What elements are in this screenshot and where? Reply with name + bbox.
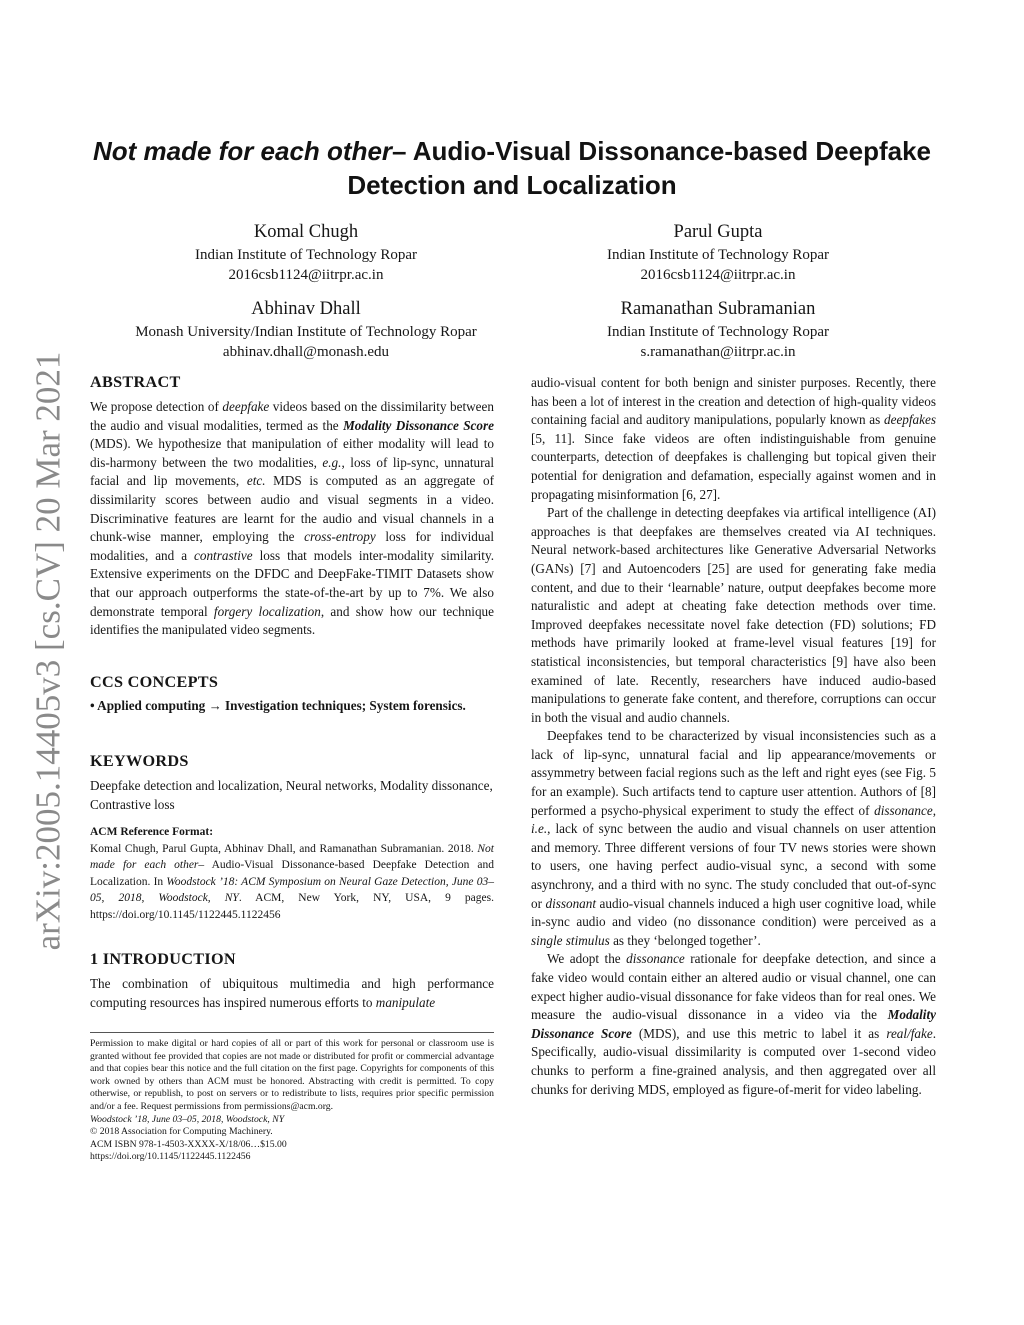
author-name: Ramanathan Subramanian <box>620 299 816 319</box>
acm-reference-heading: ACM Reference Format: <box>90 826 214 838</box>
author-block <box>570 220 866 285</box>
text-run: videos based on the dissimilarity between the audio and visual modalities, termed as the <box>90 399 494 433</box>
abstract-paragraph <box>90 398 494 640</box>
text-run-italic: contrastive <box>194 547 253 563</box>
text-run: , lack of sync between the audio and visual channels on user attention and memory. Three different versions of four TV news stories were shown to users, one having perfect audio-visual sync, a second with some asynchrony, and a third with no sync. The study concluded that out-of-sync or <box>531 821 936 911</box>
text-run-italic: dissonance <box>874 802 933 818</box>
intro-paragraph: Part of the challenge in detecting deepfakes via artifical intelligence (AI) approaches is that deepfakes are themselves created via AI techniques. Neural network-based architectures like Generative Adversarial Networks (GANs) [7] and Autoencoders [25] are used for generating fake media content, and due to their ‘learnable’ nature, output deepfakes become more naturalistic and adept at cheating fake detection methods over time. Improved deepfakes necessitate novel fake detection (FD) solutions; FD methods have primarily looked at frame-level visual features [19] for statistical inconsistencies, but temporal characteristics [9] have also been examined of late. Recently, researchers have induced audio-based manipulations to generate fake content, and therefore, corruptions can occur in both the visual and audio channels. <box>531 505 936 725</box>
author-email[interactable]: abhinav.dhall@monash.edu <box>222 344 390 360</box>
footnote-venue: Woodstock ’18, June 03–05, 2018, Woodstock, NY <box>90 1113 285 1125</box>
author-affiliation: Indian Institute of Technology Ropar <box>607 324 829 340</box>
author-name: Parul Gupta <box>673 222 763 242</box>
text-run-italic: single stimulus <box>531 932 610 948</box>
keywords-text: Deepfake detection and localization, Neural networks, Modality dissonance, Contrastive loss <box>90 778 493 812</box>
text-run-italic: deepfake <box>222 399 270 414</box>
text-run: , loss of lip-sync, unnatural facial and lip movements, <box>90 454 494 489</box>
permission-text: Permission to make digital or hard copies of all or part of this work for personal or classroom use is granted without fee provided that copies are not made or distributed for profit or commercial advantage and that copies bear this notice and the full citation on the first page. Copyrights for components of this work owned by others than ACM must be honored. Abstracting with credit is permitted. To copy otherwise, or republish, to post on servers or to redistribute to lists, requires prior specific permission and/or a fee. Request permissions from permissions@acm.org. <box>90 1038 494 1112</box>
keywords-body <box>90 777 494 814</box>
title-italic: Not made for each other <box>92 136 393 166</box>
text-run: The combination of ubiquitous multimedia and high performance computing resources has inspired numerous efforts to <box>90 976 494 1010</box>
intro-heading: 1 INTRODUCTION <box>90 950 236 968</box>
text-run: , and show how our technique identifies the manipulated video segments. <box>90 603 495 638</box>
abstract-body <box>90 398 494 640</box>
ccs-heading: CCS CONCEPTS <box>90 673 219 691</box>
acm-reference-text <box>90 841 494 924</box>
author-affiliation: Monash University/Indian Institute of Technology Ropar <box>135 324 477 340</box>
permission-footnote <box>90 1032 494 1164</box>
intro-body <box>90 975 494 1012</box>
text-run: Deepfakes tend to be characterized by visual inconsistencies such as a lack of lip-sync, unnatural facial and lip appearance/movements or assymmetry between facial regions such as the left and right eyes (see Fig. 5 for an example). Such artifacts tend to capture user attention. Authors of [8] performed a psycho-physical experiment to study the effect of <box>531 728 936 818</box>
text-run-italic: e.g. <box>322 454 342 470</box>
text-run: We propose detection of <box>90 399 223 414</box>
ccs-text: • Applied computing → Investigation techniques; System forensics. <box>90 698 466 713</box>
intro-paragraph <box>531 374 936 504</box>
author-email[interactable]: s.ramanathan@iitrpr.ac.in <box>640 344 796 360</box>
text-run: . Specifically, audio-visual dissimilarity is computed over 1-second video chunks to perform a fine-grained analysis, and then aggregated over all chunks for deriving MDS, employed as figure-of-merit for video labeling. <box>531 1025 936 1097</box>
text-run: loss that models inter-modality similarity. Extensive experiments on the DFDC and DeepFake-TIMIT Datasets show that our approach outperforms the state-of-the-art by up to 7%. We also demonstrate temporal <box>90 547 494 619</box>
author-block <box>100 297 512 362</box>
text-run-italic: deepfakes <box>884 412 936 428</box>
author-name: Komal Chugh <box>253 222 359 242</box>
author-email[interactable]: 2016csb1124@iitrpr.ac.in <box>228 267 384 283</box>
intro-paragraph <box>531 950 936 1099</box>
author-block <box>160 220 452 285</box>
text-run-italic: forgery localization <box>213 603 321 619</box>
text-run: We adopt the <box>547 951 627 967</box>
text-run: audio-visual content for both benign and sinister purposes. Recently, there has been a lot of interest in the creation and detection of high-quality videos containing facial and auditory manipulations, popularly known as <box>531 375 936 428</box>
text-run: – Audio-Visual Dissonance-based Deepfake Detection and Localization. In <box>90 859 494 888</box>
intro-paragraph <box>90 975 494 1012</box>
author-email[interactable]: 2016csb1124@iitrpr.ac.in <box>640 267 796 283</box>
footnote-copyright: © 2018 Association for Computing Machinery. <box>90 1126 273 1138</box>
footnote-isbn: ACM ISBN 978-1-4503-XXXX-X/18/06…$15.00 <box>90 1138 287 1150</box>
ccs-body <box>90 697 494 716</box>
keywords-heading: KEYWORDS <box>90 752 189 770</box>
title-rest: – Audio-Visual Dissonance-based Deepfake Detection and Localization <box>347 136 932 200</box>
text-run: as they ‘belonged together’. <box>609 932 761 948</box>
paper-title <box>90 134 934 202</box>
text-run: audio-visual channels induced a high user cognitive load, while in-sync audio and video (no dissonance condition) were perceived as a <box>531 895 936 930</box>
text-run-italic: Woodstock ’18: ACM Symposium on Neural Gaze Detection, June 03–05, 2018, Woodstock, NY <box>90 875 494 905</box>
author-affiliation: Indian Institute of Technology Ropar <box>195 247 417 263</box>
author-name: Abhinav Dhall <box>251 299 361 319</box>
intro-paragraph <box>531 727 936 950</box>
arxiv-identifier <box>28 351 68 951</box>
arxiv-id-text: arXiv:2005.14405v3 [cs.CV] 20 Mar 2021 <box>28 351 67 951</box>
text-run-italic: dissonance <box>626 951 685 967</box>
text-run-italic: manipulate <box>375 994 436 1010</box>
abstract-heading: ABSTRACT <box>90 373 181 391</box>
text-run-italic: etc. <box>246 473 266 489</box>
footnote-doi[interactable]: https://doi.org/10.1145/1122445.1122456 <box>90 1151 251 1163</box>
text-run: (MDS), and use this metric to label it as <box>631 1025 887 1041</box>
right-column-body <box>531 374 936 1099</box>
text-run: Komal Chugh, Parul Gupta, Abhinav Dhall, and Ramanathan Subramanian. 2018. <box>90 842 478 855</box>
text-run: , <box>932 802 936 818</box>
author-affiliation: Indian Institute of Technology Ropar <box>607 247 829 263</box>
text-run-bold-italic: Modality Dissonance Score <box>531 1007 936 1041</box>
text-run: MDS is computed as an aggregate of dissimilarity scores between audio and visual segments in a video. Discriminative features are learnt for the audio and visual channels in a chunk-wise manner, employing the <box>90 473 494 545</box>
text-run: [5, 11]. Since fake videos are often indistinguishable from genuine counterparts, detection of deepfakes is challenging but topical given their potential for denigration and defamation, especially against women and in propagating misinformation [6, 27]. <box>531 430 936 502</box>
text-run-italic: Not made for each other <box>90 842 494 872</box>
text-run-italic: cross-entropy <box>304 529 376 545</box>
text-run-italic: dissonant <box>545 895 597 911</box>
text-run: loss for individual modalities, and a <box>90 529 494 563</box>
text-run: . ACM, New York, NY, USA, 9 pages. https://doi.org/10.1145/1122445.1122456 <box>90 892 494 921</box>
text-run-italic: i.e. <box>531 821 548 837</box>
text-run: rationale for deepfake detection, and since a fake video would contain either an altered audio or visual channel, one can expect higher audio-visual dissonance for fake videos than for real ones. We measure the audio-visual dissonance in a video via the <box>531 951 937 1023</box>
author-block <box>560 297 876 362</box>
text-run: (MDS). We hypothesize that manipulation of either modality will lead to dis-harmony between the two modalities, <box>90 436 494 470</box>
text-run-italic: real/fake <box>886 1025 933 1041</box>
text-run-bold-italic: Modality Dissonance Score <box>343 417 494 433</box>
acm-reference <box>90 824 494 924</box>
